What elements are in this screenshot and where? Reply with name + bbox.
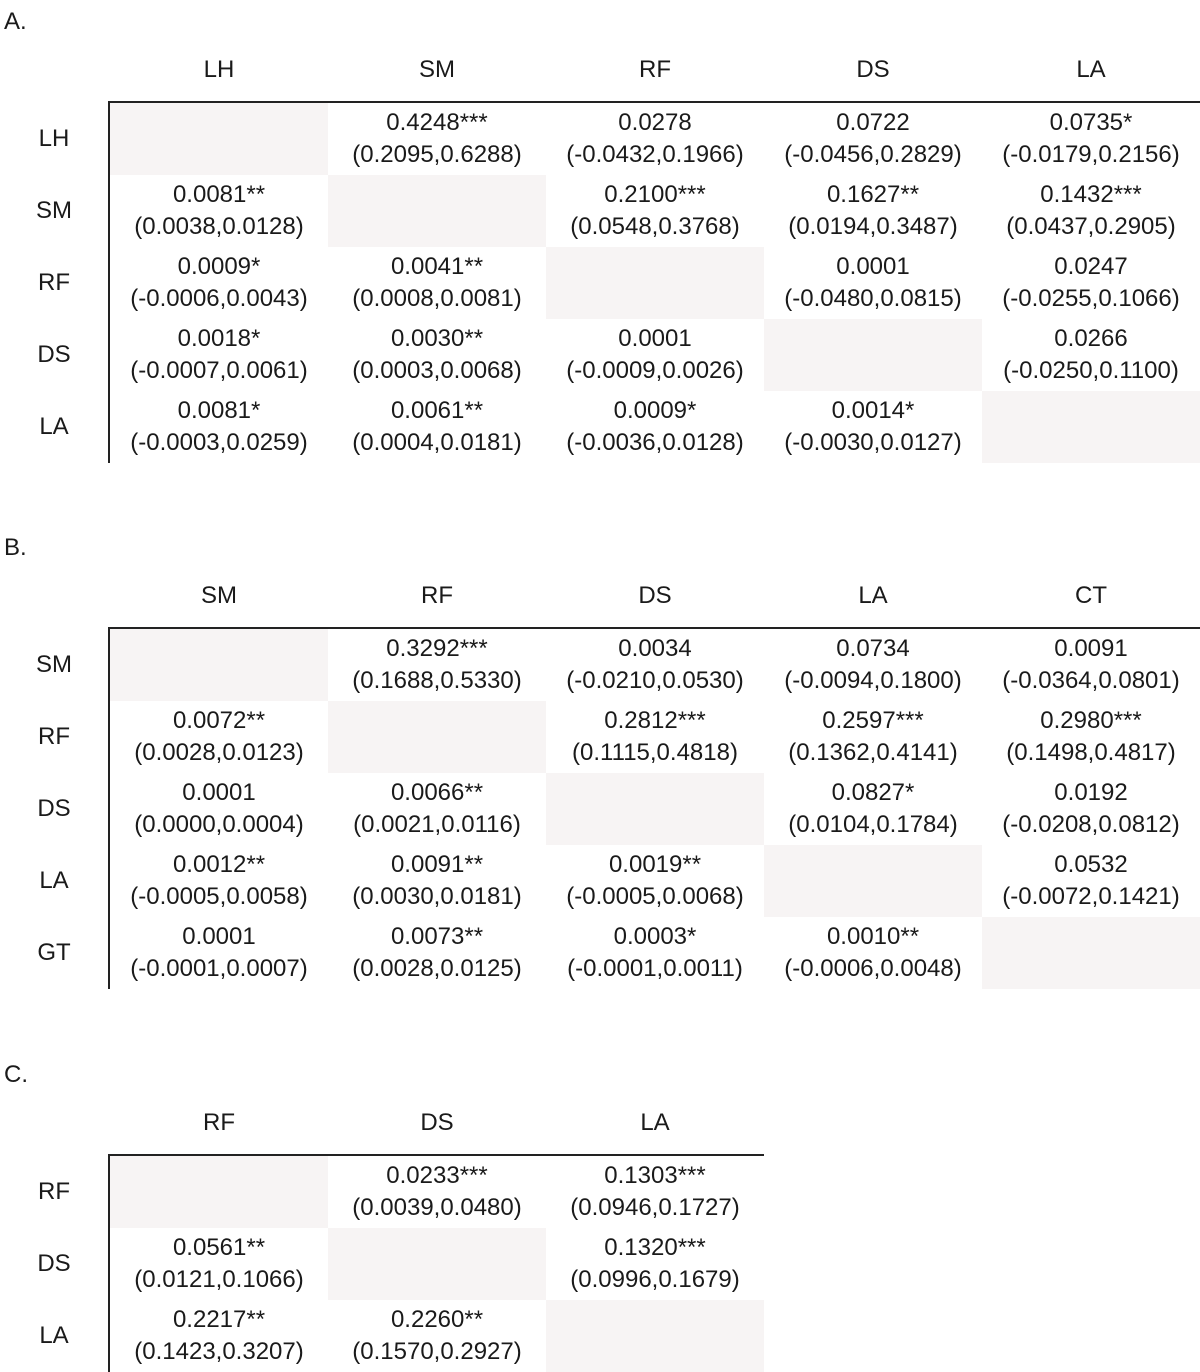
cell-value: 0.1432*** [1040,181,1142,208]
cell-interval: (0.0030,0.0181) [352,883,522,910]
table-cell [110,391,328,463]
cell-interval: (-0.0009,0.0026) [566,357,744,384]
cell-value: 0.0034 [618,635,692,662]
table-cell [546,629,764,701]
table-cell [328,845,546,917]
cell-value: 0.0072** [172,707,266,734]
cell-interval: (0.2095,0.6288) [352,141,522,168]
cell-value: 0.0532 [1054,851,1128,878]
row-header: SM [36,651,72,678]
cell-value: 0.1303*** [604,1162,706,1189]
diagonal-cell [328,175,546,247]
cell-value: 0.0091 [1054,635,1128,662]
cell-value: 0.0827* [831,779,915,806]
cell-interval: (0.1498,0.4817) [1006,739,1176,766]
table-cell [110,1228,328,1300]
cell-value: 0.3292*** [386,635,488,662]
diagonal-cell [110,103,328,175]
cell-value: 0.0247 [1054,253,1128,280]
cell-value: 0.0233*** [386,1162,488,1189]
cell-interval: (-0.0480,0.0815) [784,285,962,312]
column-header: LA [640,1109,670,1136]
diagonal-cell [546,1300,764,1372]
cell-value: 0.0734 [836,635,910,662]
diagonal-cell [328,701,546,773]
cell-interval: (-0.0432,0.1966) [566,141,744,168]
diagonal-cell [982,391,1200,463]
diagonal-cell [546,247,764,319]
cell-value: 0.1320*** [604,1234,706,1261]
panel-label: C. [4,1061,28,1088]
cell-interval: (-0.0179,0.2156) [1002,141,1180,168]
table-cell [328,773,546,845]
cell-value: 0.0001 [618,325,692,352]
table-cell [110,773,328,845]
table-cell [328,391,546,463]
row-header: LA [39,1322,69,1349]
cell-interval: (-0.0003,0.0259) [130,429,308,456]
cell-interval: (-0.0094,0.1800) [784,667,962,694]
column-header: LH [203,56,235,83]
row-header: LA [39,867,69,894]
cell-value: 0.0735* [1049,109,1133,136]
cell-value: 0.0066** [390,779,484,806]
cell-interval: (0.0104,0.1784) [788,811,958,838]
cell-interval: (0.1115,0.4818) [572,739,738,766]
cell-interval: (0.1570,0.2927) [352,1338,522,1365]
cell-value: 0.0018* [177,325,261,352]
table-cell [546,917,764,989]
cell-interval: (0.0437,0.2905) [1006,213,1176,240]
cell-interval: (-0.0006,0.0048) [784,955,962,982]
table-cell [546,103,764,175]
row-header: DS [37,341,71,368]
table-cell [764,175,982,247]
cell-interval: (-0.0250,0.1100) [1003,357,1179,384]
panel-a [0,8,1200,463]
cell-interval: (0.0039,0.0480) [352,1194,522,1221]
table-cell [982,845,1200,917]
cell-value: 0.0001 [836,253,910,280]
row-header: SM [36,197,72,224]
table-cell [764,629,982,701]
column-header: SM [419,56,455,83]
table-cell [982,773,1200,845]
cell-interval: (-0.0007,0.0061) [130,357,308,384]
cell-interval: (0.0021,0.0116) [353,811,521,838]
cell-interval: (0.1362,0.4141) [788,739,958,766]
table-cell [764,917,982,989]
cell-value: 0.2597*** [822,707,924,734]
panel-label: A. [4,8,27,35]
cell-value: 0.2260** [390,1306,484,1333]
diagonal-cell [764,319,982,391]
diagonal-cell [982,917,1200,989]
table-cell [328,917,546,989]
table-cell [982,629,1200,701]
row-header: DS [37,795,71,822]
cell-interval: (0.0008,0.0081) [352,285,522,312]
column-header: CT [1075,582,1107,609]
cell-interval: (0.0548,0.3768) [570,213,740,240]
column-header: SM [201,582,237,609]
cell-value: 0.0266 [1054,325,1128,352]
cell-interval: (0.0038,0.0128) [134,213,304,240]
cell-interval: (0.0000,0.0004) [134,811,304,838]
panel-c [0,1061,1200,1372]
row-header: DS [37,1250,71,1277]
table-cell [546,175,764,247]
cell-value: 0.0061** [390,397,484,424]
table-cell [982,701,1200,773]
cell-value: 0.2812*** [604,707,706,734]
table-cell [982,175,1200,247]
cell-value: 0.0081** [172,181,266,208]
table-cell [546,391,764,463]
cell-value: 0.0041** [390,253,484,280]
table-cell [110,319,328,391]
cell-value: 0.0561** [172,1234,266,1261]
cell-value: 0.0081* [177,397,261,424]
cell-value: 0.2100*** [604,181,706,208]
table-cell [982,247,1200,319]
cell-interval: (0.0194,0.3487) [788,213,958,240]
cell-value: 0.0278 [618,109,692,136]
cell-interval: (-0.0364,0.0801) [1002,667,1180,694]
column-header: DS [420,1109,454,1136]
diagonal-cell [328,1228,546,1300]
cell-value: 0.2217** [172,1306,266,1333]
column-header: RF [421,582,453,609]
cell-value: 0.0001 [182,779,256,806]
cell-interval: (-0.0006,0.0043) [130,285,308,312]
cell-value: 0.0003* [613,923,697,950]
table-cell [110,247,328,319]
diagonal-cell [546,773,764,845]
table-cell [982,103,1200,175]
cell-value: 0.0192 [1054,779,1128,806]
column-header: RF [203,1109,235,1136]
table-cell [328,319,546,391]
cell-interval: (0.0028,0.0123) [134,739,304,766]
cell-value: 0.0030** [390,325,484,352]
cell-value: 0.0012** [172,851,266,878]
table-cell [982,319,1200,391]
cell-interval: (-0.0005,0.0058) [130,883,308,910]
table-cell [764,247,982,319]
cell-value: 0.0001 [182,923,256,950]
panel-label: B. [4,534,27,561]
table-cell [328,1300,546,1372]
table-cell [546,701,764,773]
cell-interval: (-0.0210,0.0530) [566,667,744,694]
table-cell [328,103,546,175]
row-header: RF [38,723,70,750]
cell-interval: (-0.0072,0.1421) [1002,883,1180,910]
cell-value: 0.1627** [826,181,920,208]
cell-interval: (-0.0208,0.0812) [1002,811,1180,838]
cell-interval: (0.1423,0.3207) [134,1338,304,1365]
table-cell [546,1228,764,1300]
table-cell [546,1156,764,1228]
row-header: GT [37,939,71,966]
cell-interval: (0.0996,0.1679) [570,1266,740,1293]
column-header: DS [638,582,672,609]
cell-interval: (-0.0001,0.0007) [130,955,308,982]
table-cell [110,845,328,917]
table-cell [764,701,982,773]
table-cell [764,773,982,845]
cell-value: 0.0722 [836,109,910,136]
cell-interval: (0.0121,0.1066) [134,1266,304,1293]
column-header: LA [858,582,888,609]
table-cell [764,103,982,175]
table-cell [328,1156,546,1228]
cell-interval: (0.0003,0.0068) [352,357,522,384]
diagonal-cell [110,1156,328,1228]
cell-value: 0.4248*** [386,109,488,136]
cell-value: 0.2980*** [1040,707,1142,734]
cell-interval: (-0.0036,0.0128) [566,429,744,456]
row-header: RF [38,1178,70,1205]
table-cell [328,247,546,319]
table-cell [110,701,328,773]
cell-value: 0.0091** [390,851,484,878]
row-header: LH [38,125,70,152]
table-cell [110,917,328,989]
table-cell [546,845,764,917]
cell-interval: (0.1688,0.5330) [352,667,522,694]
table-cell [328,629,546,701]
cell-value: 0.0019** [608,851,702,878]
cell-value: 0.0014* [831,397,915,424]
cell-interval: (0.0028,0.0125) [352,955,522,982]
diagonal-cell [110,629,328,701]
table-cell [764,391,982,463]
table-cell [546,319,764,391]
cell-interval: (0.0946,0.1727) [570,1194,740,1221]
row-header: LA [39,413,69,440]
column-header: LA [1076,56,1106,83]
cell-interval: (-0.0005,0.0068) [566,883,744,910]
cell-value: 0.0009* [177,253,261,280]
cell-value: 0.0009* [613,397,697,424]
column-header: RF [639,56,671,83]
cell-value: 0.0010** [826,923,920,950]
cell-interval: (-0.0030,0.0127) [784,429,962,456]
cell-interval: (-0.0255,0.1066) [1002,285,1180,312]
cell-value: 0.0073** [390,923,484,950]
cell-interval: (0.0004,0.0181) [352,429,522,456]
diagonal-cell [764,845,982,917]
column-header: DS [856,56,890,83]
table-cell [110,175,328,247]
cell-interval: (-0.0456,0.2829) [784,141,962,168]
table-cell [110,1300,328,1372]
row-header: RF [38,269,70,296]
cell-interval: (-0.0001,0.0011) [567,955,743,982]
panel-b [0,534,1200,989]
